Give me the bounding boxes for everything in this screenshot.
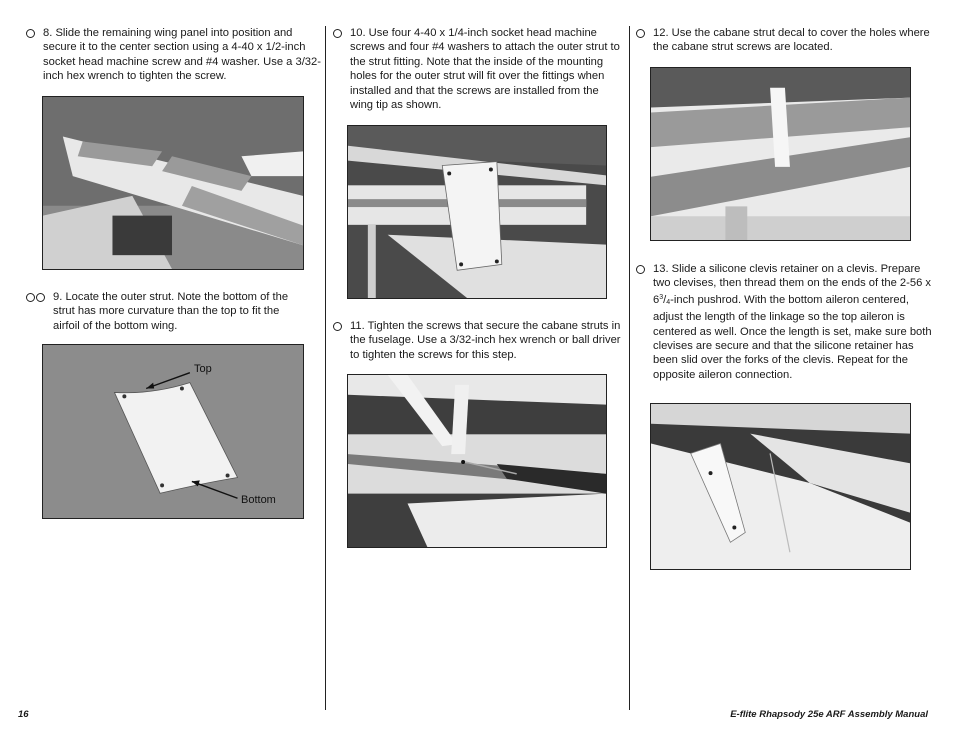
step-11-text: 11. Tighten the screws that secure the cabane struts in the fuselage. Use a 3/32-inch hex wrench or ball driver to tighten the screws for this step. [350,320,621,361]
checkbox-bullets[interactable] [636,262,645,382]
photo-cabane-screws [347,374,607,548]
step-8 [26,26,322,84]
photo-wing-panel [42,96,304,270]
step-11 [333,319,623,362]
check-circle-icon[interactable] [333,322,342,331]
step-8-text: 8. Slide the remaining wing panel into position and secure it to the center section using a 4-40 x 1/2-inch socket head machine screw and #4 washer. Use a 3/32-inch hex wrench to tighten the screw. [43,27,321,83]
step-13 [636,262,932,382]
column-divider-1 [325,26,326,710]
photo-outer-strut-attached [347,125,607,299]
checkbox-bullets[interactable] [333,319,342,362]
photo-cabane-decal [650,67,911,241]
checkbox-bullets[interactable] [26,290,45,333]
step-10 [333,26,623,112]
step-13-text-a: 13. Slide a silicone clevis retainer on a clevis. Prepare two clevises, then thread them on the ends of the 2-56 x 6 [653,263,931,306]
check-circle-icon[interactable] [26,293,35,302]
callout-top: Top [194,363,212,375]
step-12 [636,26,936,55]
photo-aileron-linkage [650,403,911,570]
column-divider-2 [629,26,630,710]
step-9 [26,290,302,333]
check-circle-icon[interactable] [636,29,645,38]
step-12-text: 12. Use the cabane strut decal to cover the holes where the cabane strut screws are located. [653,27,930,54]
checkbox-bullets[interactable] [636,26,645,55]
page-number: 16 [18,709,29,720]
check-circle-icon[interactable] [36,293,45,302]
manual-title: E-flite Rhapsody 25e ARF Assembly Manual [730,709,928,720]
check-circle-icon[interactable] [333,29,342,38]
callout-bottom: Bottom [241,494,276,506]
fraction-numerator: 3 [659,293,664,301]
photo-outer-strut [42,344,304,519]
step-13-text-b: -inch pushrod. With the bottom aileron centered, adjust the length of the linkage so the top aileron is centered as well. Once the length is set, make sure both clevises are secure and that the silicone retainer has been slid over the forks of the clevis. Repeat for the opposite aileron connection. [653,293,932,381]
check-circle-icon[interactable] [636,265,645,274]
step-9-text: 9. Locate the outer strut. Note the bottom of the strut has more curvature than the top to fit the airfoil of the bottom wing. [53,291,289,332]
check-circle-icon[interactable] [26,29,35,38]
step-10-text: 10. Use four 4-40 x 1/4-inch socket head machine screws and four #4 washers to attach the outer strut to the strut fitting. Note that the inside of the mounting holes for the outer strut will fit over the fittings when installed and that the screws are installed from the wing tip as shown. [350,27,620,112]
fraction-denominator: 4 [666,298,671,306]
checkbox-bullets[interactable] [26,26,35,84]
checkbox-bullets[interactable] [333,26,342,112]
step-13-text: 13. Slide a silicone clevis retainer on a clevis. Prepare two clevises, then thread them on the ends of the 2-56 x $6^3/4$-inch pushrod. With the bottom aileron centered, adjust the length of the linkage so the top aileron is centered as well. Once the length is set, make sure both clevises are secure and that the silicone retainer has been slid over the forks of the clevis. Repeat for the opposite aileron connection. [653,263,932,381]
